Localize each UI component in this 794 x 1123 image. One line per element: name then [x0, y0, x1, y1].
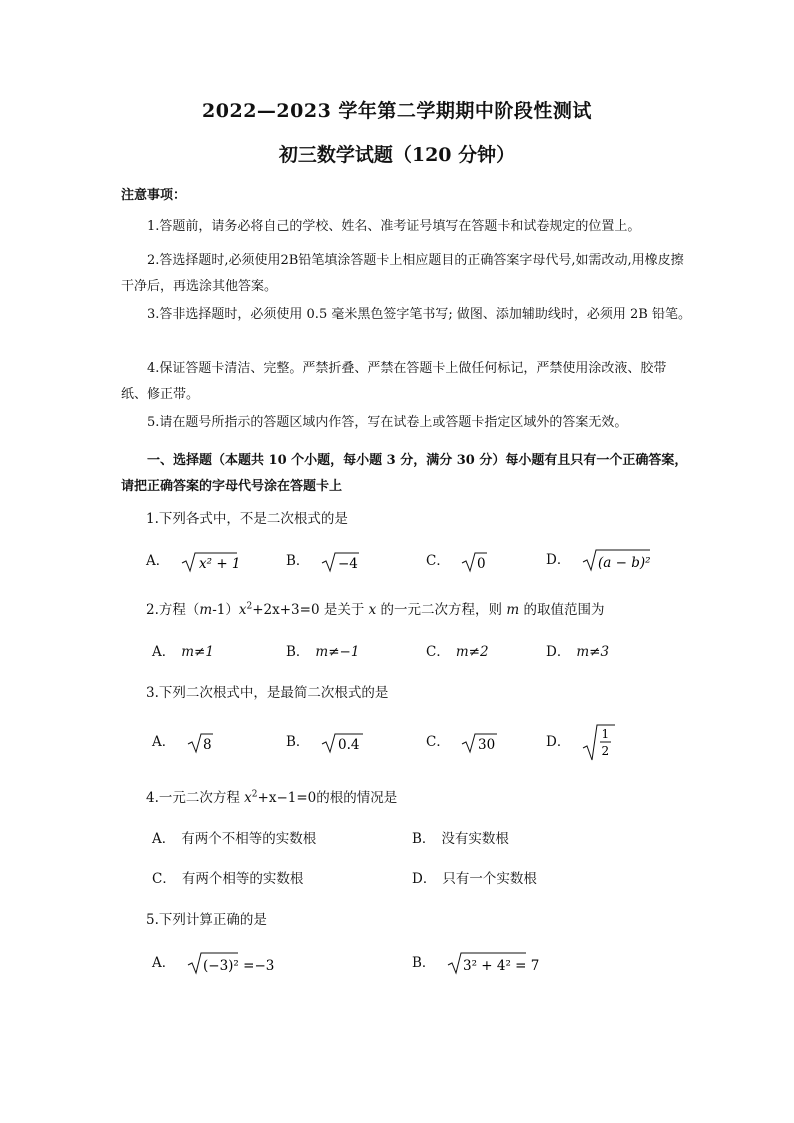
exam-title: 2022—2023 学年第二学期期中阶段性测试 — [202, 100, 592, 122]
q2-option-c — [426, 640, 489, 660]
sqrt-symbol — [320, 731, 364, 755]
note-item-2: 2.答选择题时,必须使用2B铅笔填涂答题卡上相应题目的正确答案字母代号,如需改动,用橡皮擦干净后，再选涂其他答案。 — [121, 253, 684, 294]
stem-text: -1） — [212, 602, 239, 618]
sqrt-symbol — [180, 550, 238, 574]
note-item-1: 1.答题前，请务必将自己的学校、姓名、准考证号填写在答题卡和试卷规定的位置上。 — [147, 219, 641, 234]
sqrt-symbol — [460, 550, 488, 574]
sqrt-symbol — [581, 547, 651, 573]
notes-heading: 注意事项： — [121, 188, 187, 203]
note-item-4: 4.保证答题卡清洁、完整。严禁折叠、严禁在答题卡上做任何标记，严禁使用涂改液、胶带纸、修正带。 — [121, 361, 667, 402]
exponent: 2 — [246, 601, 253, 612]
option-label: A． — [152, 734, 176, 750]
q1-option-b — [286, 549, 360, 574]
sqrt-fraction — [581, 722, 617, 762]
q1-option-d — [546, 547, 651, 573]
q4-option-b — [412, 827, 509, 847]
option-label: D． — [412, 871, 437, 887]
option-label: C． — [426, 644, 450, 660]
q3-option-c — [426, 730, 498, 755]
question-4-stem — [146, 786, 397, 806]
option-value: m≠1 — [181, 644, 214, 660]
question-5-stem: 5.下列计算正确的是 — [146, 912, 267, 928]
var-x: x — [244, 790, 252, 806]
q1-option-c — [426, 549, 488, 574]
option-label: A． — [152, 644, 176, 660]
option-label: B． — [286, 644, 310, 660]
stem-text: 的取值范围为 — [519, 602, 605, 618]
option-label: B． — [286, 734, 310, 750]
q1-d-radicand: (a − b)² — [597, 555, 651, 571]
q5-a-expression: (−3)² =−3 — [202, 958, 274, 974]
option-value: m≠3 — [576, 644, 610, 660]
question-3-stem: 3.下列二次根式中，是最简二次根式的是 — [146, 685, 389, 701]
option-label: A． — [146, 553, 170, 569]
option-label: B． — [412, 954, 436, 971]
q1-c-radicand: 0 — [477, 555, 486, 572]
q2-option-d — [546, 640, 609, 660]
option-label: C． — [152, 871, 176, 887]
exponent: 2 — [251, 789, 258, 800]
q5-option-a — [152, 950, 286, 976]
q3-option-d — [546, 722, 617, 762]
note-item-3: 3.答非选择题时，必须使用 0.5 毫米黑色签字笔书写; 做图、添加辅助线时，必须用 2B 铅笔。 — [147, 307, 691, 322]
var-m: m — [506, 602, 520, 618]
option-label: D． — [546, 551, 571, 568]
option-value: 有两个相等的实数根 — [181, 871, 304, 887]
option-label: A． — [152, 831, 176, 847]
q3-option-b — [286, 730, 364, 755]
sqrt-symbol — [446, 950, 556, 976]
q4-option-a — [152, 827, 316, 847]
q2-option-b — [286, 640, 359, 660]
q4-option-d — [412, 867, 537, 887]
option-value: 没有实数根 — [441, 831, 509, 847]
option-label: B． — [412, 831, 436, 847]
q3-option-a — [152, 730, 214, 755]
q2-option-a — [152, 640, 214, 660]
q3-a-radicand: 8 — [202, 736, 212, 753]
option-value: m≠2 — [455, 644, 489, 660]
sqrt-symbol — [460, 731, 498, 755]
option-label: A． — [152, 954, 176, 971]
section-heading: 一、选择题（本题共 10 个小题，每小题 3 分，满分 30 分）每小题有且只有一个正确答案，请把正确答案的字母代号涂在答题卡上 — [121, 453, 688, 494]
stem-text: +2x+3=0 是关于 — [252, 602, 369, 618]
q5-b-expression: 3² + 4² = 7 — [462, 958, 540, 974]
fraction-denominator: 2 — [601, 744, 609, 758]
q5-option-b — [412, 950, 556, 976]
var-m: m — [199, 602, 213, 618]
option-label: D． — [546, 733, 571, 750]
var-x: x — [368, 602, 377, 618]
q1-b-radicand: −4 — [337, 555, 358, 572]
note-item-5: 5.请在题号所指示的答题区域内作答，写在试卷上或答题卡指定区域外的答案无效。 — [147, 415, 628, 430]
q1-option-a — [146, 549, 238, 574]
var-x: x — [238, 602, 247, 618]
option-value: m≠−1 — [315, 644, 360, 660]
stem-text: +x−1=0的根的情况是 — [257, 790, 398, 806]
exam-subtitle: 初三数学试题（120 分钟） — [278, 144, 516, 166]
sqrt-symbol — [186, 731, 214, 755]
option-label: C． — [426, 553, 450, 569]
fraction-numerator: 1 — [601, 727, 609, 741]
q3-d-radicand: 1/2 — [580, 722, 583, 723]
option-label: B． — [286, 553, 310, 569]
question-1-stem: 1.下列各式中，不是二次根式的是 — [146, 511, 348, 527]
question-2-stem — [146, 598, 604, 618]
option-label: C． — [426, 734, 450, 750]
sqrt-symbol — [320, 550, 360, 574]
sqrt-symbol — [186, 950, 286, 976]
stem-text: 2.方程（ — [146, 602, 200, 618]
option-value: 有两个不相等的实数根 — [181, 831, 317, 847]
stem-text: 的一元二次方程，则 — [376, 602, 507, 618]
q3-c-radicand: 30 — [478, 736, 496, 753]
option-value: 只有一个实数根 — [442, 871, 537, 887]
stem-text: 4.一元二次方程 — [146, 790, 245, 806]
q4-option-c — [152, 867, 303, 887]
q1-a-radicand: x² + 1 — [198, 555, 238, 572]
q3-b-radicand: 0.4 — [337, 736, 360, 753]
option-label: D． — [546, 644, 571, 660]
